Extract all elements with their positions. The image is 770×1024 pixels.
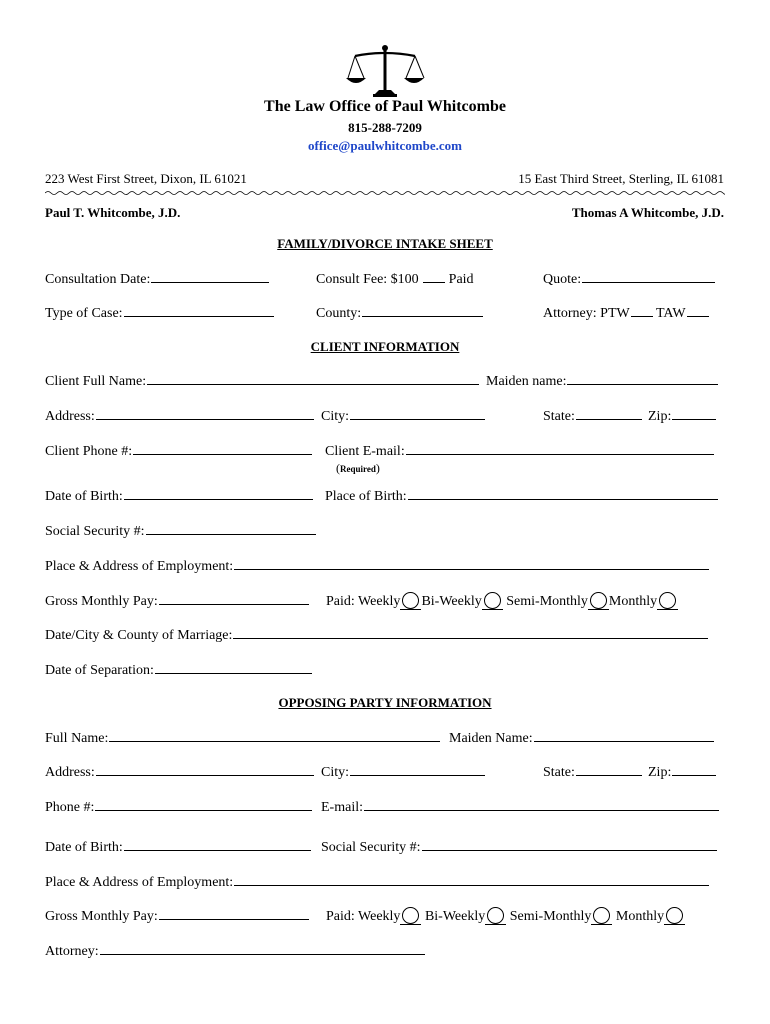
- client-place-of-birth-label: Place of Birth:: [325, 489, 407, 504]
- opposing-address-field[interactable]: [45, 763, 314, 781]
- opposing-zip-field[interactable]: [648, 763, 716, 781]
- client-bi-weekly-radio[interactable]: [484, 592, 501, 609]
- client-maiden-name-field[interactable]: [486, 372, 718, 390]
- consult-fee-field[interactable]: [316, 270, 474, 288]
- client-address-field[interactable]: [45, 407, 314, 425]
- opposing-bi-weekly-radio[interactable]: [487, 907, 504, 924]
- attorney-right: Thomas A Whitcombe, J.D.: [571, 205, 724, 220]
- sheet-title: FAMILY/DIVORCE INTAKE SHEET: [277, 236, 493, 251]
- client-dob-field[interactable]: [45, 487, 313, 505]
- opposing-pay-frequency-group: [326, 907, 685, 925]
- client-email-field[interactable]: [325, 442, 714, 460]
- opposing-zip-label: Zip:: [648, 765, 672, 780]
- opposing-state-label: State:: [543, 765, 575, 780]
- client-gross-pay-field[interactable]: [45, 592, 309, 610]
- client-monthly-radio[interactable]: [659, 592, 676, 609]
- client-marriage-field[interactable]: [45, 626, 708, 644]
- client-semi-monthly-label: Semi-Monthly: [506, 594, 588, 609]
- type-of-case-label: Type of Case:: [45, 306, 123, 321]
- consult-fee-label: Consult Fee: $100: [316, 272, 419, 287]
- client-full-name-label: Client Full Name:: [45, 374, 147, 389]
- address-right: 15 East Third Street, Sterling, IL 61081: [518, 171, 724, 186]
- client-ssn-label: Social Security #:: [45, 524, 145, 539]
- client-gross-pay-label: Gross Monthly Pay:: [45, 594, 158, 609]
- client-info-heading: CLIENT INFORMATION: [310, 339, 460, 354]
- quote-field[interactable]: [543, 270, 715, 288]
- client-separation-label: Date of Separation:: [45, 663, 154, 678]
- opposing-state-field[interactable]: [543, 763, 642, 781]
- county-field[interactable]: [316, 304, 483, 322]
- opposing-phone-label: Phone #:: [45, 800, 95, 815]
- client-phone-field[interactable]: [45, 442, 312, 460]
- opposing-paid-weekly-label: Paid: Weekly: [326, 909, 401, 924]
- opposing-employment-label: Place & Address of Employment:: [45, 875, 234, 890]
- opposing-ssn-label: Social Security #:: [321, 840, 421, 855]
- opposing-dob-field[interactable]: [45, 838, 311, 856]
- opposing-city-label: City:: [321, 765, 350, 780]
- opposing-party-heading: OPPOSING PARTY INFORMATION: [278, 695, 492, 710]
- opposing-semi-monthly-radio[interactable]: [593, 907, 610, 924]
- client-city-label: City:: [321, 409, 350, 424]
- client-maiden-name-label: Maiden name:: [486, 374, 567, 389]
- opposing-maiden-name-field[interactable]: [449, 729, 714, 747]
- attorney-ptw-label: Attorney: PTW: [543, 306, 630, 321]
- opposing-phone-field[interactable]: [45, 798, 312, 816]
- wavy-divider: [45, 189, 725, 197]
- opposing-attorney-label: Attorney:: [45, 944, 99, 959]
- opposing-attorney-field[interactable]: [45, 942, 425, 960]
- scales-of-justice-icon: [345, 44, 425, 98]
- client-state-label: State:: [543, 409, 575, 424]
- client-employment-label: Place & Address of Employment:: [45, 559, 234, 574]
- client-state-field[interactable]: [543, 407, 642, 425]
- opposing-maiden-name-label: Maiden Name:: [449, 731, 533, 746]
- quote-label: Quote:: [543, 272, 582, 287]
- opposing-monthly-radio[interactable]: [666, 907, 683, 924]
- client-dob-label: Date of Birth:: [45, 489, 123, 504]
- client-employment-field[interactable]: [45, 557, 709, 575]
- client-separation-field[interactable]: [45, 661, 312, 679]
- opposing-semi-monthly-label: Semi-Monthly: [509, 909, 592, 924]
- opposing-email-label: E-mail:: [321, 800, 363, 815]
- opposing-employment-field[interactable]: [45, 873, 709, 891]
- client-city-field[interactable]: [321, 407, 485, 425]
- client-weekly-radio[interactable]: [402, 592, 419, 609]
- attorney-select-field[interactable]: [543, 304, 709, 322]
- opposing-ssn-field[interactable]: [321, 838, 717, 856]
- county-label: County:: [316, 306, 362, 321]
- client-full-name-field[interactable]: [45, 372, 479, 390]
- opposing-gross-pay-label: Gross Monthly Pay:: [45, 909, 158, 924]
- client-bi-weekly-label: Bi-Weekly: [421, 594, 482, 609]
- client-marriage-label: Date/City & County of Marriage:: [45, 628, 233, 643]
- opposing-bi-weekly-label: Bi-Weekly: [424, 909, 486, 924]
- client-place-of-birth-field[interactable]: [325, 487, 718, 505]
- opposing-address-label: Address:: [45, 765, 95, 780]
- opposing-weekly-radio[interactable]: [402, 907, 419, 924]
- opposing-gross-pay-field[interactable]: [45, 907, 309, 925]
- required-note: (Required): [336, 461, 380, 475]
- client-monthly-label: Monthly: [608, 594, 658, 609]
- client-paid-weekly-label: Paid: Weekly: [326, 594, 401, 609]
- opposing-dob-label: Date of Birth:: [45, 840, 123, 855]
- client-semi-monthly-radio[interactable]: [590, 592, 607, 609]
- consultation-date-label: Consultation Date:: [45, 272, 151, 287]
- opposing-email-field[interactable]: [321, 798, 719, 816]
- opposing-full-name-field[interactable]: [45, 729, 440, 747]
- paid-label: Paid: [448, 272, 474, 287]
- firm-phone: 815-288-7209: [348, 120, 422, 135]
- firm-email-link[interactable]: office@paulwhitcombe.com: [308, 138, 462, 153]
- client-address-label: Address:: [45, 409, 95, 424]
- opposing-monthly-label: Monthly: [615, 909, 665, 924]
- opposing-city-field[interactable]: [321, 763, 485, 781]
- attorney-taw-label: TAW: [655, 306, 686, 321]
- address-left: 223 West First Street, Dixon, IL 61021: [45, 171, 247, 186]
- client-phone-label: Client Phone #:: [45, 444, 133, 459]
- attorney-left: Paul T. Whitcombe, J.D.: [45, 205, 181, 220]
- client-ssn-field[interactable]: [45, 522, 316, 540]
- firm-name: The Law Office of Paul Whitcombe: [264, 98, 506, 115]
- type-of-case-field[interactable]: [45, 304, 274, 322]
- opposing-full-name-label: Full Name:: [45, 731, 109, 746]
- client-email-label: Client E-mail:: [325, 444, 405, 459]
- client-zip-label: Zip:: [648, 409, 672, 424]
- client-zip-field[interactable]: [648, 407, 716, 425]
- client-pay-frequency-group: [326, 592, 678, 610]
- consultation-date-field[interactable]: [45, 270, 269, 288]
